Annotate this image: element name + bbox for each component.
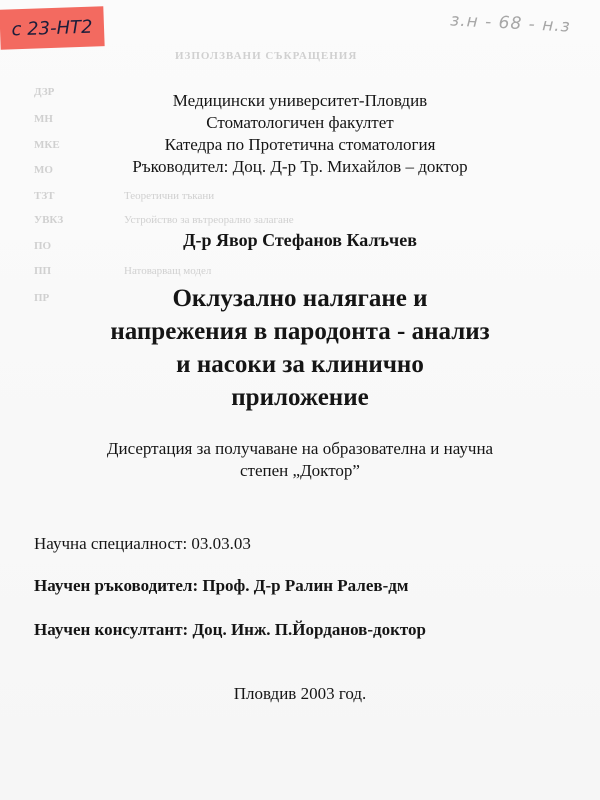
- bleed-through-abbr: ПП: [34, 265, 52, 277]
- bleed-through-abbr: МН: [34, 113, 53, 125]
- faculty-name: Стоматологичен факултет: [206, 113, 394, 132]
- subtitle-line: степен „Доктор”: [240, 461, 360, 480]
- bleed-through-abbr: МО: [34, 164, 53, 176]
- handwritten-mark: з.н - 68 - н.з: [449, 10, 572, 37]
- scientific-specialty: Научна специалност: 03.03.03: [34, 534, 251, 553]
- place-and-year: Пловдив 2003 год.: [233, 684, 367, 703]
- title-line: Оклузално налягане и: [172, 285, 428, 312]
- bleed-through-abbr: МКЕ: [34, 139, 60, 151]
- bleed-through-abbr: УВКЗ: [34, 214, 64, 226]
- bleed-through-line: Устройство за вътреорално залагане: [124, 214, 294, 226]
- title-line: и насоки за клинично: [176, 351, 424, 378]
- title-line: приложение: [231, 384, 369, 411]
- department-head: Ръководител: Доц. Д-р Тр. Михайлов – доктор: [132, 157, 468, 176]
- subtitle-line: Дисертация за получаване на образователна и научна: [106, 439, 494, 458]
- bleed-through-line: Натоварващ модел: [124, 265, 212, 277]
- author-name: Д-р Явор Стефанов Калъчев: [183, 230, 417, 250]
- bleed-through-abbr: ПО: [34, 240, 52, 252]
- bleed-through-heading: ИЗПОЛЗВАНИ СЪКРАЩЕНИЯ: [175, 50, 358, 62]
- university-name: Медицински университет-Пловдив: [172, 91, 428, 110]
- scientific-supervisor: Научен ръководител: Проф. Д-р Ралин Ралев-дм: [34, 576, 409, 595]
- bleed-through-abbr: ДЗР: [34, 86, 55, 98]
- department-name: Катедра по Протетична стоматология: [164, 135, 436, 154]
- bleed-through-abbr: ТЗТ: [34, 190, 55, 202]
- bleed-through-abbr: ПР: [34, 292, 50, 304]
- library-sticker: с 23-НТ2: [0, 6, 105, 50]
- title-line: напрежения в пародонта - анализ: [110, 318, 490, 345]
- bleed-through-line: Теоретични тъкани: [124, 190, 215, 202]
- scientific-consultant: Научен консултант: Доц. Инж. П.Йорданов-доктор: [34, 620, 427, 639]
